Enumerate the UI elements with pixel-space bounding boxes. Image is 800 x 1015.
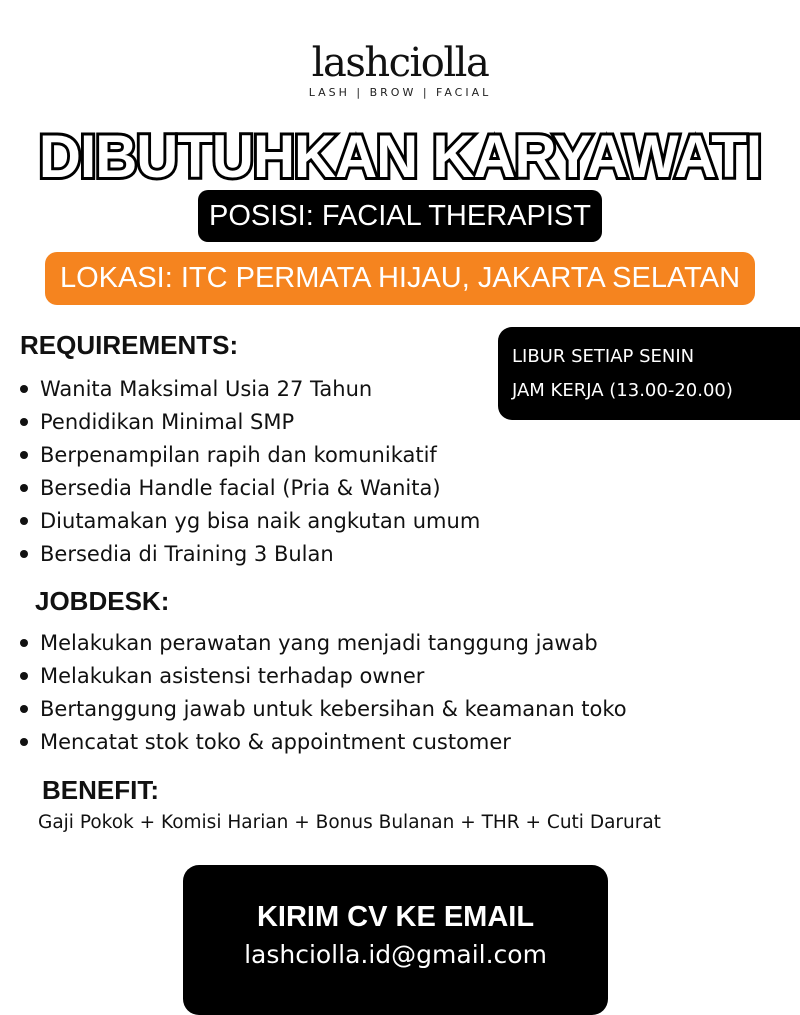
requirements-list bbox=[18, 373, 480, 571]
apply-cta-box bbox=[183, 865, 608, 1015]
bullet-icon bbox=[20, 385, 28, 393]
bullet-icon bbox=[20, 738, 28, 746]
list-item bbox=[18, 627, 627, 660]
list-item-text: Diutamakan yg bisa naik angkutan umum bbox=[40, 509, 481, 533]
list-item-text: Pendidikan Minimal SMP bbox=[40, 410, 295, 434]
bullet-icon bbox=[20, 672, 28, 680]
list-item bbox=[18, 439, 480, 472]
bullet-icon bbox=[20, 451, 28, 459]
list-item-text: Mencatat stok toko & appointment customer bbox=[40, 730, 511, 754]
schedule-hours: JAM KERJA (13.00-20.00) bbox=[512, 380, 733, 401]
list-item bbox=[18, 538, 480, 571]
bullet-icon bbox=[20, 639, 28, 647]
list-item-text: Bersedia di Training 3 Bulan bbox=[40, 542, 334, 566]
benefit-text: Gaji Pokok + Komisi Harian + Bonus Bulanan + THR + Cuti Darurat bbox=[38, 812, 661, 833]
benefit-title: BENEFIT: bbox=[42, 775, 159, 805]
bullet-icon bbox=[20, 550, 28, 558]
cta-email[interactable]: lashciolla.id@gmail.com bbox=[244, 940, 547, 969]
list-item-text: Melakukan asistensi terhadap owner bbox=[40, 664, 425, 688]
schedule-day-off: LIBUR SETIAP SENIN bbox=[512, 346, 695, 367]
jobdesk-title: JOBDESK: bbox=[35, 586, 170, 616]
bullet-icon bbox=[20, 517, 28, 525]
headline: DIBUTUHKAN KARYAWATI bbox=[38, 123, 762, 190]
location-text: LOKASI: ITC PERMATA HIJAU, JAKARTA SELATAN bbox=[59, 262, 741, 294]
list-item-text: Berpenampilan rapih dan komunikatif bbox=[40, 443, 437, 467]
list-item bbox=[18, 693, 627, 726]
bullet-icon bbox=[20, 705, 28, 713]
list-item bbox=[18, 406, 480, 439]
list-item bbox=[18, 373, 480, 406]
requirements-title: REQUIREMENTS: bbox=[20, 330, 239, 360]
bullet-icon bbox=[20, 418, 28, 426]
location-badge bbox=[45, 252, 755, 305]
jobdesk-list bbox=[18, 627, 627, 759]
schedule-box bbox=[498, 327, 800, 420]
list-item-text: Bertanggung jawab untuk kebersihan & keamanan toko bbox=[40, 697, 627, 721]
list-item-text: Bersedia Handle facial (Pria & Wanita) bbox=[40, 476, 441, 500]
cta-title: KIRIM CV KE EMAIL bbox=[256, 901, 535, 933]
brand-logo: lashciolla bbox=[311, 40, 489, 86]
list-item bbox=[18, 472, 480, 505]
bullet-icon bbox=[20, 484, 28, 492]
position-text: POSISI: FACIAL THERAPIST bbox=[209, 199, 591, 232]
list-item bbox=[18, 505, 480, 538]
brand-tagline: LASH | BROW | FACIAL bbox=[308, 86, 492, 99]
list-item bbox=[18, 660, 627, 693]
list-item bbox=[18, 726, 627, 759]
position-badge bbox=[198, 190, 602, 242]
list-item-text: Melakukan perawatan yang menjadi tanggung jawab bbox=[40, 631, 598, 655]
list-item-text: Wanita Maksimal Usia 27 Tahun bbox=[40, 377, 373, 401]
